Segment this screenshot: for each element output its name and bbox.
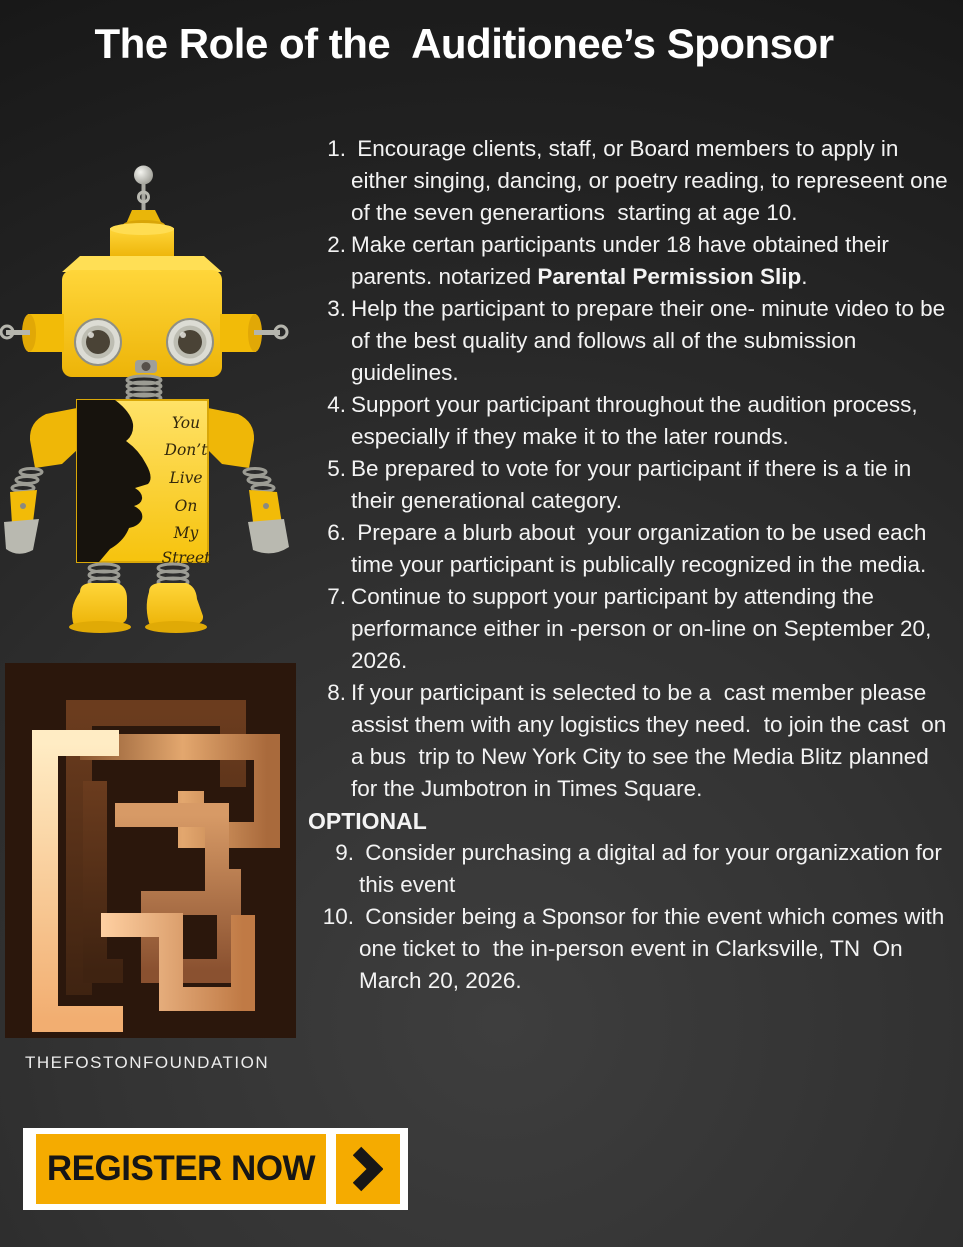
robot-image [0, 122, 300, 652]
list-item [308, 517, 958, 581]
foundation-logo [5, 663, 296, 1038]
sponsor-duties-list [308, 133, 958, 997]
list-item-number: 1. [327, 136, 346, 161]
chest-text-line: Don’t [164, 441, 208, 459]
list-item-text: Encourage clients, staff, or Board members to apply in either singing, dancing, or poetry reading, to represeent one of the seven generartions starting at age 10. [351, 136, 954, 225]
list-item [308, 677, 958, 805]
list-item [308, 837, 958, 901]
list-item-text: If your participant is selected to be a cast member please assist them with any logistics they need. to join the cast on a bus trip to New York City to see the Media Blitz planned for the Jumbotron in Times Square. [351, 680, 953, 801]
foundation-name: THEFOSTONFOUNDATION [25, 1053, 270, 1072]
list-item-number: 2. [327, 232, 346, 257]
chest-text-line: You [171, 414, 201, 432]
register-arrow-button[interactable] [336, 1134, 400, 1204]
list-item [308, 453, 958, 517]
robot-neck-spring [127, 376, 161, 402]
list-item-number: 4. [327, 392, 346, 417]
list-item-text: Support your participant throughout the audition process, especially if they make it to the later rounds. [351, 392, 924, 449]
chest-text-line: Live [169, 469, 203, 487]
list-item-text: Consider being a Sponsor for thie event which comes with one ticket to the in-person event in Clarksville, TN On March 20, 2026. [359, 904, 951, 993]
chevron-right-icon [353, 1146, 383, 1192]
robot-eye-right [167, 319, 213, 365]
list-item [308, 133, 958, 229]
robot-antenna [123, 166, 165, 231]
robot-head [1, 256, 287, 377]
list-item-text: Make certan participants under 18 have obtained their parents. notarized Parental Permission Slip. [351, 232, 896, 289]
list-item-text: Be prepared to vote for your participant if there is a tie in their generational category. [351, 456, 918, 513]
list-item-number: 5. [327, 456, 346, 481]
list-item-number: 7. [327, 584, 346, 609]
robot-arm-left [4, 408, 77, 554]
list-main [308, 133, 958, 805]
list-item [308, 901, 958, 997]
list-item-number: 3. [327, 296, 346, 321]
list-item-number: 10. [322, 904, 354, 929]
list-item-number: 9. [335, 840, 354, 865]
optional-heading: OPTIONAL [308, 808, 427, 834]
list-item [308, 229, 958, 293]
list-item-text: Prepare a blurb about your organization to be used each time your participant is publically recognized in the media. [351, 520, 939, 577]
list-item-text: Consider purchasing a digital ad for your organizxation for this event [359, 840, 949, 897]
robot-eye-left [75, 319, 121, 365]
list-item [308, 293, 958, 389]
list-optional [308, 837, 958, 997]
robot-legs [69, 564, 207, 633]
chest-text-line: My [173, 524, 199, 542]
list-item-text: Continue to support your participant by attending the performance either in -person or on-line on September 20, 2026. [351, 584, 938, 673]
chest-text-line: On [174, 497, 198, 515]
robot-body [77, 400, 211, 567]
register-now-button[interactable]: REGISTER NOW [36, 1134, 326, 1204]
list-item [308, 581, 958, 677]
robot-arm-right [208, 408, 289, 553]
list-item-text: Help the participant to prepare their one- minute video to be of the best quality and follows all of the submission guidelines. [351, 296, 958, 385]
page-title: The Role of the Auditionee’s Sponsor [94, 20, 834, 67]
list-item-number: 6. [327, 520, 346, 545]
list-item-number: 8. [327, 680, 346, 705]
list-item [308, 389, 958, 453]
register-button-frame [23, 1128, 408, 1210]
chest-text-line: Street [161, 549, 211, 567]
